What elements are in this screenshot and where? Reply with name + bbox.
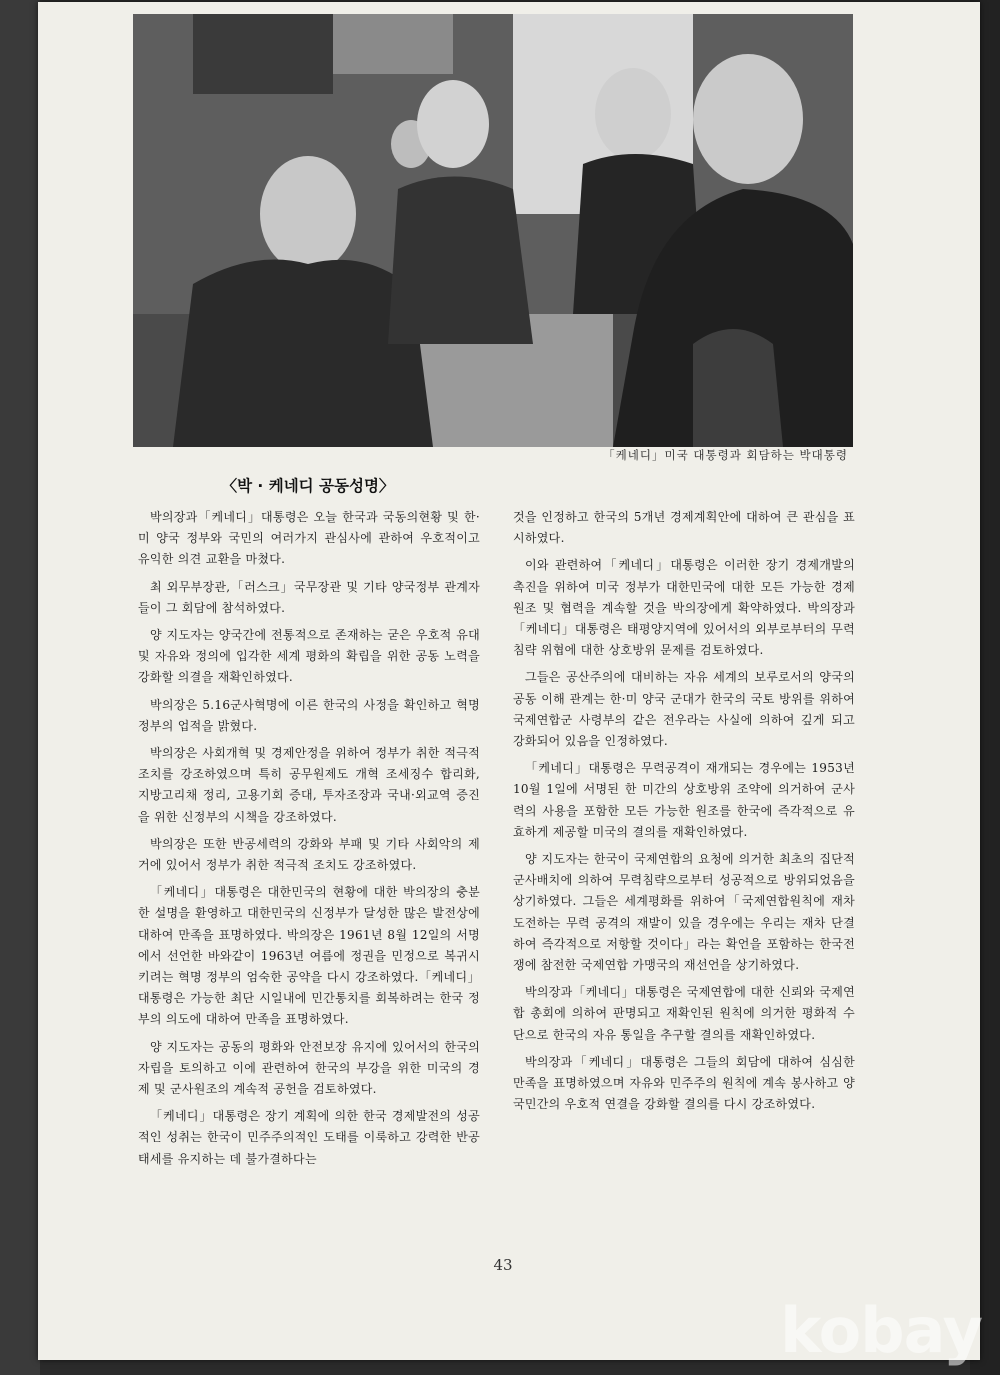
meeting-photo [133,14,853,447]
paragraph: 것을 인정하고 한국의 5개년 경제계획안에 대하여 큰 관심을 표시하였다. [513,510,855,546]
paragraph: 박의장과「케네디」대통령은 오늘 한국과 국동의현황 및 한·미 양국 정부와 국민의 여러가지 관심사에 관하여 우호적이고 유익한 의견 교환을 마쳤다. [138,510,480,567]
watermark-logo: kobay [780,1294,982,1367]
paragraph: 최 외무부장관,「러스크」국무장관 및 기타 양국정부 관계자들이 그 회담에 참석하였다. [138,579,480,615]
paragraph: 박의장은 사회개혁 및 경제안정을 위하여 정부가 취한 적극적 조치를 강조하였으며 특히 공무원제도 개혁 조세징수 합리화, 지방고리채 정리, 고용기회 증대, 투자조장과 국내·외교역 증진을 위한 신정부의 시책을 강조하였다. [138,746,480,824]
paragraph: 「케네디」대통령은 대한민국의 현황에 대한 박의장의 충분한 설명을 환영하고 대한민국의 신정부가 달성한 많은 발전상에 대하여 만족을 표명하였다. 박의장은 1961년 8월 12일의 서명에서 선언한 바와같이 1963년 여름에 정권을 민정으로 복귀시키려는 혁명 정부의 엄숙한 공약을 다시 강조하였다.「케네디」대통령은 가능한 최단 시일내에 민간통치를 회복하려는 한국 정부의 의도에 대하여 만족을 표명하였다. [138,885,480,1027]
article-title: 〈박 · 케네디 공동성명〉 [221,477,395,495]
photo-caption: 「케네디」미국 대통령과 회담하는 박대통령 [603,448,848,462]
paragraph: 양 지도자는 공동의 평화와 안전보장 유지에 있어서의 한국의 자립을 토의하고 이에 관련하여 한국의 부강을 위한 미국의 경제 및 군사원조의 계속적 공헌을 검토하였다. [138,1039,480,1097]
article-column-left [138,507,480,1176]
article-column-right [513,507,855,1121]
paragraph: 박의장은 또한 반공세력의 강화와 부패 및 기타 사회악의 제거에 있어서 정부가 취한 적극적 조치도 강조하였다. [138,836,480,873]
paragraph: 양 지도자는 한국이 국제연합의 요청에 의거한 최초의 집단적 군사배치에 의하여 무력침략으로부터 성공적으로 방위되었음을 상기하였다. 그들은 세계평화를 위하여「국제연합원칙에 재차 도전하는 무력 공격의 재발이 있을 경우에는 우리는 재차 단결하여 즉각적으로 저항할 것이다」라는 확언을 포함하는 한국전쟁에 참전한 국제연합 가맹국의 재선언을 상기하였다. [513,852,855,973]
background-left [0,0,40,1375]
paragraph: 이와 관련하여「케네디」대통령은 이러한 장기 경제개발의 촉진을 위하여 미국 정부가 대한민국에 대한 모든 가능한 경제원조 및 협력을 계속할 것을 박의장에게 확약하였다. 박의장과「케네디」대통령은 태평양지역에 있어서의 외부로부터의 무력침략 위협에 대한 상호방위 문제를 검토하였다. [513,558,855,658]
magazine-page [38,2,980,1360]
paragraph: 「케네디」대통령은 무력공격이 재개되는 경우에는 1953년 10월 1일에 서명된 한 미간의 상호방위 조약에 의거하여 군사력의 사용을 포함한 모든 가능한 원조를 한국에 즉각적으로 유효하게 제공할 미국의 결의를 재확인하였다. [513,761,855,839]
paragraph: 박의장은 5.16군사혁명에 이른 한국의 사정을 확인하고 혁명 정부의 업적을 밝혔다. [138,697,480,733]
paragraph: 박의장과「케네디」대통령은 그들의 회담에 대하여 심심한 만족을 표명하였으며 자유와 민주주의 원칙에 계속 봉사하고 양 국민간의 우호적 연결을 강화할 결의를 다시 강조하였다. [513,1054,855,1112]
page-number: 43 [493,1256,513,1274]
paragraph: 양 지도자는 양국간에 전통적으로 존재하는 굳은 우호적 유대 및 자유와 정의에 입각한 세계 평화의 확립을 위한 공동 노력을 강화할 의결을 재확인하였다. [138,628,480,685]
paragraph: 그들은 공산주의에 대비하는 자유 세계의 보루로서의 양국의 공동 이해 관계는 한·미 양국 군대가 한국의 국토 방위를 위하여 국제연합군 사령부의 같은 전우라는 사실에 의하여 깊게 되고 강화되어 있음을 인정하였다. [513,670,855,749]
paragraph: 박의장과「케네디」대통령은 국제연합에 대한 신뢰와 국제연합 총회에 의하여 판명되고 재확인된 원칙에 의거한 평화적 수단으로 한국의 자유 통일을 추구할 결의를 재확인하였다. [513,985,855,1042]
paragraph: 「케네디」대통령은 장기 계획에 의한 한국 경제발전의 성공적인 성취는 한국이 민주주의적인 도태를 이룩하고 강력한 반공태세를 유지하는 데 불가결하다는 [138,1109,480,1166]
